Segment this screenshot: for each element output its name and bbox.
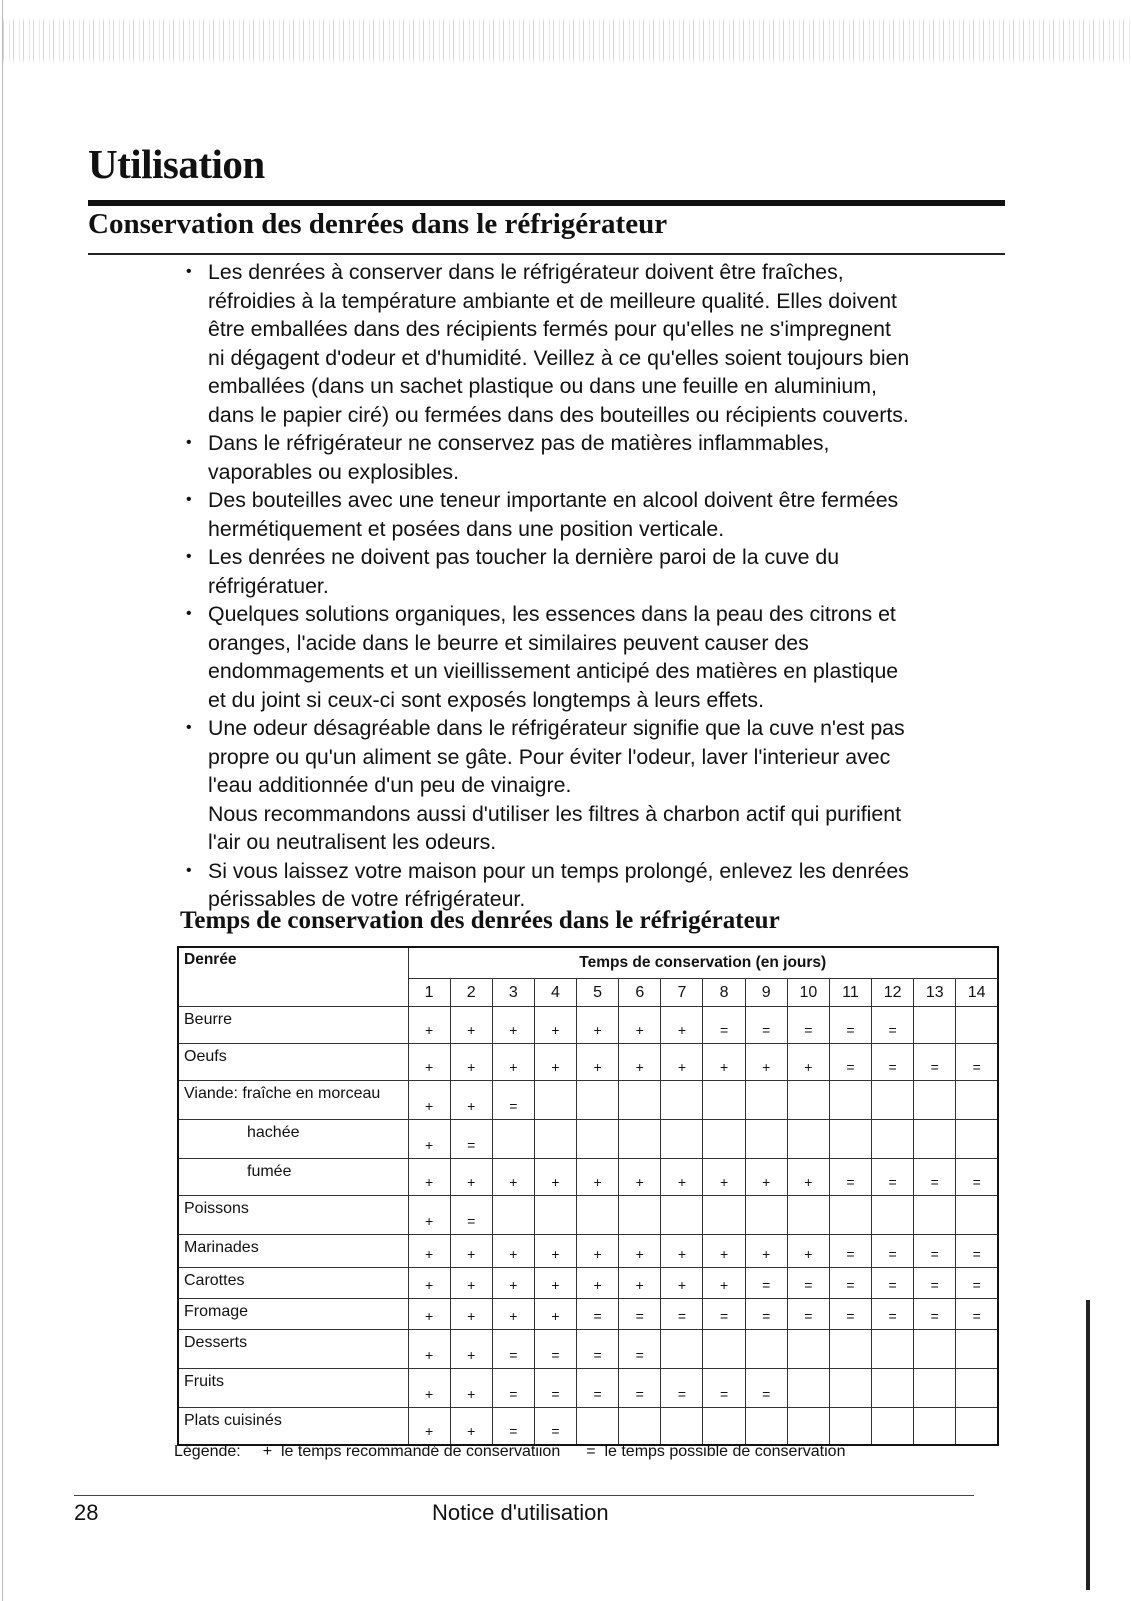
- storage-mark: =: [661, 1369, 703, 1408]
- storage-mark: [914, 1120, 956, 1159]
- storage-mark: [872, 1081, 914, 1120]
- table-row: [178, 1120, 998, 1159]
- food-name: Carottes: [178, 1268, 408, 1299]
- storage-mark: =: [914, 1268, 956, 1299]
- table-row: [178, 1081, 998, 1120]
- storage-mark: +: [408, 1330, 450, 1369]
- legend: [174, 1443, 845, 1461]
- storage-mark: =: [619, 1369, 661, 1408]
- storage-mark: =: [703, 1007, 745, 1044]
- storage-mark: +: [492, 1268, 534, 1299]
- bullet-line: endommagements et un vieillissement anticipé des matières en plastique: [208, 659, 899, 683]
- storage-mark: +: [450, 1159, 492, 1196]
- bullet-line: • Quelques solutions organiques, les essences dans la peau des citrons et: [208, 602, 896, 626]
- storage-mark: +: [492, 1044, 534, 1081]
- storage-mark: +: [661, 1159, 703, 1196]
- storage-mark: [829, 1081, 871, 1120]
- storage-mark: [956, 1330, 998, 1369]
- storage-mark: =: [492, 1369, 534, 1408]
- storage-mark: [956, 1408, 998, 1445]
- storage-mark: [745, 1196, 787, 1235]
- storage-mark: +: [577, 1268, 619, 1299]
- storage-mark: [745, 1330, 787, 1369]
- footer-title: Notice d'utilisation: [432, 1500, 609, 1525]
- bullet-item: [186, 600, 1016, 714]
- bullet-item: [186, 486, 1016, 543]
- storage-mark: +: [745, 1044, 787, 1081]
- storage-mark: +: [408, 1369, 450, 1408]
- food-name: Viande: fraîche en morceau: [178, 1081, 408, 1120]
- storage-mark: +: [408, 1081, 450, 1120]
- storage-mark: [619, 1081, 661, 1120]
- storage-mark: =: [745, 1007, 787, 1044]
- storage-mark: [703, 1120, 745, 1159]
- bullet-item: [186, 857, 1016, 914]
- storage-mark: [829, 1330, 871, 1369]
- storage-mark: =: [661, 1299, 703, 1330]
- scan-edge-left: [2, 0, 3, 1601]
- bullet-line: propre ou qu'un aliment se gâte. Pour éviter l'odeur, laver l'interieur avec: [208, 744, 891, 769]
- storage-mark: =: [577, 1369, 619, 1408]
- storage-mark: +: [450, 1369, 492, 1408]
- bullet-line: • Les denrées ne doivent pas toucher la dernière paroi de la cuve du: [208, 545, 840, 569]
- bullet-line: • Des bouteilles avec une teneur importante en alcool doivent être fermées: [208, 488, 899, 512]
- storage-mark: [956, 1196, 998, 1235]
- storage-mark: [745, 1408, 787, 1445]
- column-header-denree: Denrée: [178, 947, 408, 1007]
- bullet-list: [186, 258, 1016, 914]
- storage-mark: =: [872, 1007, 914, 1044]
- storage-mark: =: [914, 1159, 956, 1196]
- scan-noise-header: [0, 0, 1131, 70]
- storage-mark: [872, 1408, 914, 1445]
- storage-mark: [787, 1369, 829, 1408]
- storage-mark: +: [534, 1044, 576, 1081]
- storage-mark: +: [450, 1330, 492, 1369]
- storage-mark: =: [703, 1299, 745, 1330]
- bullet-line: • Une odeur désagréable dans le réfrigérateur signifie que la cuve n'est pas: [208, 716, 905, 740]
- storage-mark: +: [408, 1408, 450, 1445]
- bullet-line: hermétiquement et posées dans une position verticale.: [208, 516, 725, 541]
- storage-mark: [492, 1120, 534, 1159]
- day-header: 7: [661, 979, 703, 1007]
- bullet-item: [186, 258, 1016, 429]
- storage-mark: +: [408, 1196, 450, 1235]
- day-header: 1: [408, 979, 450, 1007]
- storage-mark: [577, 1081, 619, 1120]
- bullet-line: et du joint si ceux-ci sont exposés longtemps à leurs effets.: [208, 687, 764, 712]
- storage-mark: =: [956, 1159, 998, 1196]
- storage-mark: [787, 1330, 829, 1369]
- page-title: Utilisation: [88, 141, 265, 187]
- storage-mark: +: [450, 1044, 492, 1081]
- storage-mark: [829, 1369, 871, 1408]
- storage-mark: +: [661, 1268, 703, 1299]
- bullet-line: • Dans le réfrigérateur ne conservez pas de matières inflammables,: [208, 431, 830, 455]
- table-row: [178, 1330, 998, 1369]
- storage-mark: +: [661, 1007, 703, 1044]
- storage-mark: [914, 1330, 956, 1369]
- storage-mark: +: [492, 1235, 534, 1268]
- storage-mark: [829, 1120, 871, 1159]
- bullet-item: [186, 714, 1016, 857]
- storage-mark: [661, 1408, 703, 1445]
- food-name: Fromage: [178, 1299, 408, 1330]
- bullet-line: l'air ou neutralisent les odeurs.: [208, 830, 497, 854]
- storage-mark: [914, 1007, 956, 1044]
- storage-mark: [829, 1196, 871, 1235]
- storage-mark: =: [787, 1299, 829, 1330]
- bullet-line: • Les denrées à conserver dans le réfrigérateur doivent être fraîches,: [208, 260, 844, 284]
- table-title: Temps de conservation des denrées dans le réfrigérateur: [180, 907, 780, 934]
- table-row: [178, 1299, 998, 1330]
- bullet-line: Nous recommandons aussi d'utiliser les filtres à charbon actif qui purifient: [208, 801, 901, 826]
- storage-mark: =: [745, 1268, 787, 1299]
- storage-mark: [577, 1196, 619, 1235]
- day-header: 13: [914, 979, 956, 1007]
- storage-mark: =: [534, 1408, 576, 1445]
- storage-mark: [661, 1120, 703, 1159]
- storage-mark: +: [450, 1299, 492, 1330]
- food-name: Beurre: [178, 1007, 408, 1044]
- storage-mark: +: [577, 1159, 619, 1196]
- legend-eq-text: le temps possible de conservation: [604, 1443, 846, 1460]
- storage-mark: [619, 1196, 661, 1235]
- legend-label: Légende:: [174, 1443, 241, 1460]
- storage-mark: +: [619, 1268, 661, 1299]
- storage-mark: [661, 1330, 703, 1369]
- bullet-line: oranges, l'acide dans le beurre et similaires peuvent causer des: [208, 630, 809, 655]
- storage-mark: [872, 1369, 914, 1408]
- storage-mark: =: [956, 1268, 998, 1299]
- storage-mark: =: [534, 1369, 576, 1408]
- storage-mark: +: [450, 1235, 492, 1268]
- storage-mark: =: [619, 1299, 661, 1330]
- section-title: Conservation des denrées dans le réfrigérateur: [88, 208, 668, 240]
- table-row: [178, 1408, 998, 1445]
- storage-mark: +: [745, 1159, 787, 1196]
- storage-mark: +: [492, 1007, 534, 1044]
- table-row: [178, 1369, 998, 1408]
- storage-mark: +: [619, 1235, 661, 1268]
- bullet-line: ni dégagent d'odeur et d'humidité. Veillez à ce qu'elles soient toujours bien: [208, 345, 910, 370]
- storage-mark: [703, 1330, 745, 1369]
- table-row: [178, 1044, 998, 1081]
- food-name: Plats cuisinés: [178, 1408, 408, 1445]
- storage-mark: [577, 1120, 619, 1159]
- table-row: [178, 1007, 998, 1044]
- storage-mark: +: [534, 1299, 576, 1330]
- storage-mark: [914, 1196, 956, 1235]
- storage-mark: [914, 1408, 956, 1445]
- storage-mark: +: [577, 1044, 619, 1081]
- day-header: 6: [619, 979, 661, 1007]
- storage-mark: +: [787, 1235, 829, 1268]
- storage-mark: +: [408, 1268, 450, 1299]
- storage-mark: =: [872, 1159, 914, 1196]
- storage-mark: =: [914, 1235, 956, 1268]
- food-name: Poissons: [178, 1196, 408, 1235]
- bullet-line: emballées (dans un sachet plastique ou dans une feuille en aluminium,: [208, 374, 877, 398]
- storage-mark: +: [450, 1081, 492, 1120]
- storage-mark: [956, 1081, 998, 1120]
- day-header: 12: [872, 979, 914, 1007]
- storage-mark: +: [619, 1044, 661, 1081]
- table-header-row: [178, 947, 998, 979]
- storage-mark: +: [492, 1159, 534, 1196]
- bullet-line: • Si vous laissez votre maison pour un temps prolongé, enlevez les denrées: [208, 858, 909, 883]
- storage-mark: =: [577, 1299, 619, 1330]
- storage-mark: +: [787, 1159, 829, 1196]
- food-name: Oeufs: [178, 1044, 408, 1081]
- bullet-line: dans le papier ciré) ou fermées dans des bouteilles ou récipients couverts.: [208, 402, 909, 427]
- storage-mark: =: [619, 1330, 661, 1369]
- storage-mark: =: [534, 1330, 576, 1369]
- table-row: [178, 1268, 998, 1299]
- day-header: 9: [745, 979, 787, 1007]
- storage-mark: +: [661, 1044, 703, 1081]
- storage-mark: [787, 1196, 829, 1235]
- storage-mark: =: [829, 1235, 871, 1268]
- storage-mark: +: [450, 1408, 492, 1445]
- storage-mark: +: [787, 1044, 829, 1081]
- storage-mark: [787, 1120, 829, 1159]
- bullet-item: [186, 429, 1016, 486]
- bullet-line: périssables de votre réfrigérateur.: [208, 887, 526, 911]
- food-name: Desserts: [178, 1330, 408, 1369]
- storage-mark: [745, 1120, 787, 1159]
- food-name: Marinades: [178, 1235, 408, 1268]
- section-rule: [88, 253, 1005, 255]
- storage-mark: [829, 1408, 871, 1445]
- food-name: fumée: [178, 1159, 408, 1196]
- storage-mark: [872, 1330, 914, 1369]
- storage-mark: +: [703, 1044, 745, 1081]
- table-row: [178, 1235, 998, 1268]
- storage-mark: +: [577, 1007, 619, 1044]
- storage-mark: [914, 1369, 956, 1408]
- bullet-line: vaporables ou explosibles.: [208, 459, 459, 484]
- storage-mark: =: [872, 1268, 914, 1299]
- storage-mark: =: [492, 1081, 534, 1120]
- storage-mark: [534, 1081, 576, 1120]
- storage-mark: +: [703, 1159, 745, 1196]
- storage-mark: +: [745, 1235, 787, 1268]
- storage-mark: =: [577, 1330, 619, 1369]
- storage-mark: [619, 1408, 661, 1445]
- day-header: 2: [450, 979, 492, 1007]
- storage-mark: [661, 1081, 703, 1120]
- storage-mark: [787, 1408, 829, 1445]
- storage-mark: +: [408, 1235, 450, 1268]
- storage-mark: +: [408, 1299, 450, 1330]
- storage-mark: [492, 1196, 534, 1235]
- storage-mark: [619, 1120, 661, 1159]
- storage-mark: +: [619, 1007, 661, 1044]
- storage-mark: =: [492, 1330, 534, 1369]
- table-row: [178, 1196, 998, 1235]
- storage-mark: [787, 1081, 829, 1120]
- storage-mark: +: [408, 1007, 450, 1044]
- storage-mark: +: [619, 1159, 661, 1196]
- day-header: 5: [577, 979, 619, 1007]
- day-header: 3: [492, 979, 534, 1007]
- storage-mark: [956, 1007, 998, 1044]
- bullet-line: être emballées dans des récipients fermés pour qu'elles ne s'impregnent: [208, 317, 891, 341]
- storage-mark: [534, 1196, 576, 1235]
- day-header: 10: [787, 979, 829, 1007]
- storage-mark: [661, 1196, 703, 1235]
- storage-mark: [914, 1081, 956, 1120]
- storage-mark: =: [914, 1299, 956, 1330]
- bullet-line: réfroidies à la température ambiante et de meilleure qualité. Elles doivent: [208, 288, 897, 313]
- storage-mark: =: [829, 1007, 871, 1044]
- day-header: 14: [956, 979, 998, 1007]
- storage-mark: +: [408, 1120, 450, 1159]
- scan-edge-right: [1086, 1300, 1090, 1590]
- column-header-storage-time: Temps de conservation (en jours): [408, 947, 998, 979]
- storage-mark: [956, 1120, 998, 1159]
- storage-mark: =: [829, 1159, 871, 1196]
- legend-plus-symbol: +: [262, 1443, 273, 1460]
- storage-mark: +: [408, 1044, 450, 1081]
- storage-mark: =: [872, 1044, 914, 1081]
- storage-mark: =: [787, 1268, 829, 1299]
- storage-mark: =: [703, 1369, 745, 1408]
- storage-mark: [703, 1081, 745, 1120]
- storage-mark: +: [492, 1299, 534, 1330]
- storage-mark: [872, 1196, 914, 1235]
- storage-mark: +: [661, 1235, 703, 1268]
- storage-mark: [956, 1369, 998, 1408]
- page-number: 28: [74, 1500, 99, 1525]
- storage-mark: [577, 1408, 619, 1445]
- storage-mark: =: [956, 1235, 998, 1268]
- storage-mark: =: [956, 1044, 998, 1081]
- storage-mark: +: [534, 1268, 576, 1299]
- storage-mark: =: [450, 1120, 492, 1159]
- storage-mark: +: [534, 1007, 576, 1044]
- storage-mark: +: [534, 1235, 576, 1268]
- title-rule: [88, 200, 1005, 206]
- footer-rule: [74, 1495, 974, 1496]
- table-row: [178, 1159, 998, 1196]
- storage-mark: +: [577, 1235, 619, 1268]
- storage-mark: +: [534, 1159, 576, 1196]
- legend-plus-text: le temps recommandé de conservatiion: [280, 1443, 561, 1460]
- storage-mark: =: [745, 1369, 787, 1408]
- storage-mark: [872, 1120, 914, 1159]
- storage-mark: =: [956, 1299, 998, 1330]
- bullet-item: [186, 543, 1016, 600]
- storage-mark: +: [408, 1159, 450, 1196]
- storage-mark: =: [872, 1299, 914, 1330]
- legend-eq-symbol: =: [586, 1443, 596, 1460]
- storage-mark: =: [829, 1268, 871, 1299]
- day-header: 4: [534, 979, 576, 1007]
- storage-mark: =: [745, 1299, 787, 1330]
- storage-table: [177, 946, 999, 1446]
- storage-mark: =: [914, 1044, 956, 1081]
- storage-mark: =: [829, 1044, 871, 1081]
- day-header: 8: [703, 979, 745, 1007]
- storage-mark: +: [450, 1268, 492, 1299]
- storage-mark: =: [492, 1408, 534, 1445]
- storage-mark: =: [450, 1196, 492, 1235]
- storage-mark: [703, 1196, 745, 1235]
- storage-mark: =: [829, 1299, 871, 1330]
- storage-mark: +: [703, 1235, 745, 1268]
- food-name: hachée: [178, 1120, 408, 1159]
- storage-mark: =: [872, 1235, 914, 1268]
- storage-mark: +: [703, 1268, 745, 1299]
- storage-mark: [534, 1120, 576, 1159]
- storage-mark: [703, 1408, 745, 1445]
- bullet-line: réfrigératuer.: [208, 573, 329, 598]
- day-header: 11: [829, 979, 871, 1007]
- storage-mark: =: [787, 1007, 829, 1044]
- storage-mark: +: [450, 1007, 492, 1044]
- food-name: Fruits: [178, 1369, 408, 1408]
- bullet-line: l'eau additionnée d'un peu de vinaigre.: [208, 773, 572, 797]
- storage-mark: [745, 1081, 787, 1120]
